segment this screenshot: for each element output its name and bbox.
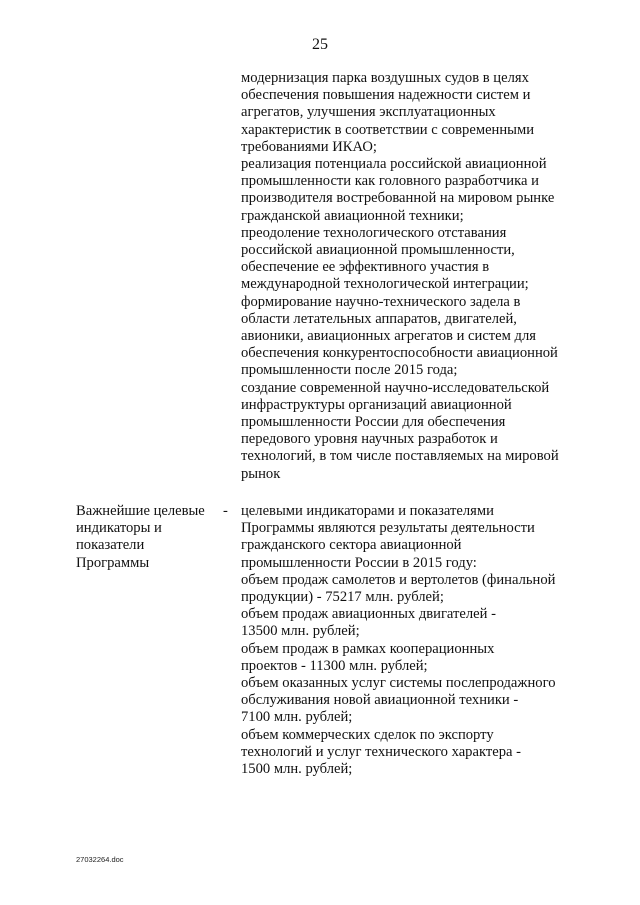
text-line: требованиями ИКАО;: [241, 138, 377, 155]
text-line: 13500 млн. рублей;: [241, 623, 360, 640]
section-label-line: Важнейшие целевые: [76, 503, 205, 519]
text-line: реализация потенциала российской авиационной: [241, 156, 547, 173]
text-line: технологий, в том числе поставляемых на мировой: [241, 448, 559, 465]
goals-text-block: [241, 70, 581, 483]
text-line: 7100 млн. рублей;: [241, 709, 353, 726]
text-line: Программы являются результаты деятельности: [241, 520, 535, 537]
text-line: рынок: [241, 465, 281, 482]
text-line: обеспечение ее эффективного участия в: [241, 259, 490, 276]
text-line: промышленности после 2015 года;: [241, 362, 458, 379]
section-label-line: показатели: [76, 537, 145, 554]
indicators-text-block: [241, 503, 581, 778]
text-line: российской авиационной промышленности,: [241, 242, 515, 259]
text-line: международной технологической интеграции;: [241, 276, 529, 293]
text-line: передового уровня научных разработок и: [241, 431, 498, 448]
text-line: объем продаж авиационных двигателей -: [241, 606, 496, 623]
section-label-line: Программы: [76, 554, 150, 571]
text-line: формирование научно-технического задела в: [241, 293, 521, 310]
text-line: промышленности России в 2015 году:: [241, 554, 477, 571]
section-label: [76, 503, 236, 572]
text-line: модернизация парка воздушных судов в целях: [241, 70, 529, 86]
text-line: авионики, авиационных агрегатов и систем для: [241, 328, 536, 345]
text-line: объем продаж самолетов и вертолетов (финальной: [241, 571, 556, 588]
text-line: проектов - 11300 млн. рублей;: [241, 657, 428, 674]
text-line: технологий и услуг технического характера -: [241, 743, 521, 760]
text-line: целевыми индикаторами и показателями: [241, 503, 494, 519]
text-line: объем продаж в рамках кооперационных: [241, 640, 495, 657]
text-line: 1500 млн. рублей;: [241, 761, 353, 778]
text-line: объем оказанных услуг системы послепродажного: [241, 675, 556, 692]
text-line: агрегатов, улучшения эксплуатационных: [241, 104, 496, 121]
text-line: гражданского сектора авиационной: [241, 537, 462, 554]
text-line: обеспечения повышения надежности систем и: [241, 87, 531, 104]
text-line: обеспечения конкурентоспособности авиационной: [241, 345, 558, 362]
text-line: характеристик в соответствии с современными: [241, 121, 535, 138]
section-dash: -: [223, 503, 228, 519]
section-label-line: индикаторы и: [76, 520, 162, 537]
footer-filename: 27032264.doc: [76, 855, 124, 864]
text-line: создание современной научно-исследовательской: [241, 379, 550, 396]
text-line: области летательных аппаратов, двигателей,: [241, 310, 517, 327]
text-line: обслуживания новой авиационной техники -: [241, 692, 519, 709]
text-line: гражданской авиационной техники;: [241, 207, 464, 224]
text-line: промышленности России для обеспечения: [241, 414, 506, 431]
text-line: объем коммерческих сделок по экспорту: [241, 726, 494, 743]
text-line: продукции) - 75217 млн. рублей;: [241, 589, 444, 606]
text-line: промышленности как головного разработчика и: [241, 173, 539, 190]
text-line: производителя востребованной на мировом рынке: [241, 190, 555, 207]
text-line: преодоление технологического отставания: [241, 224, 507, 241]
page-number: 25: [312, 36, 328, 53]
text-line: инфраструктуры организаций авиационной: [241, 396, 512, 413]
